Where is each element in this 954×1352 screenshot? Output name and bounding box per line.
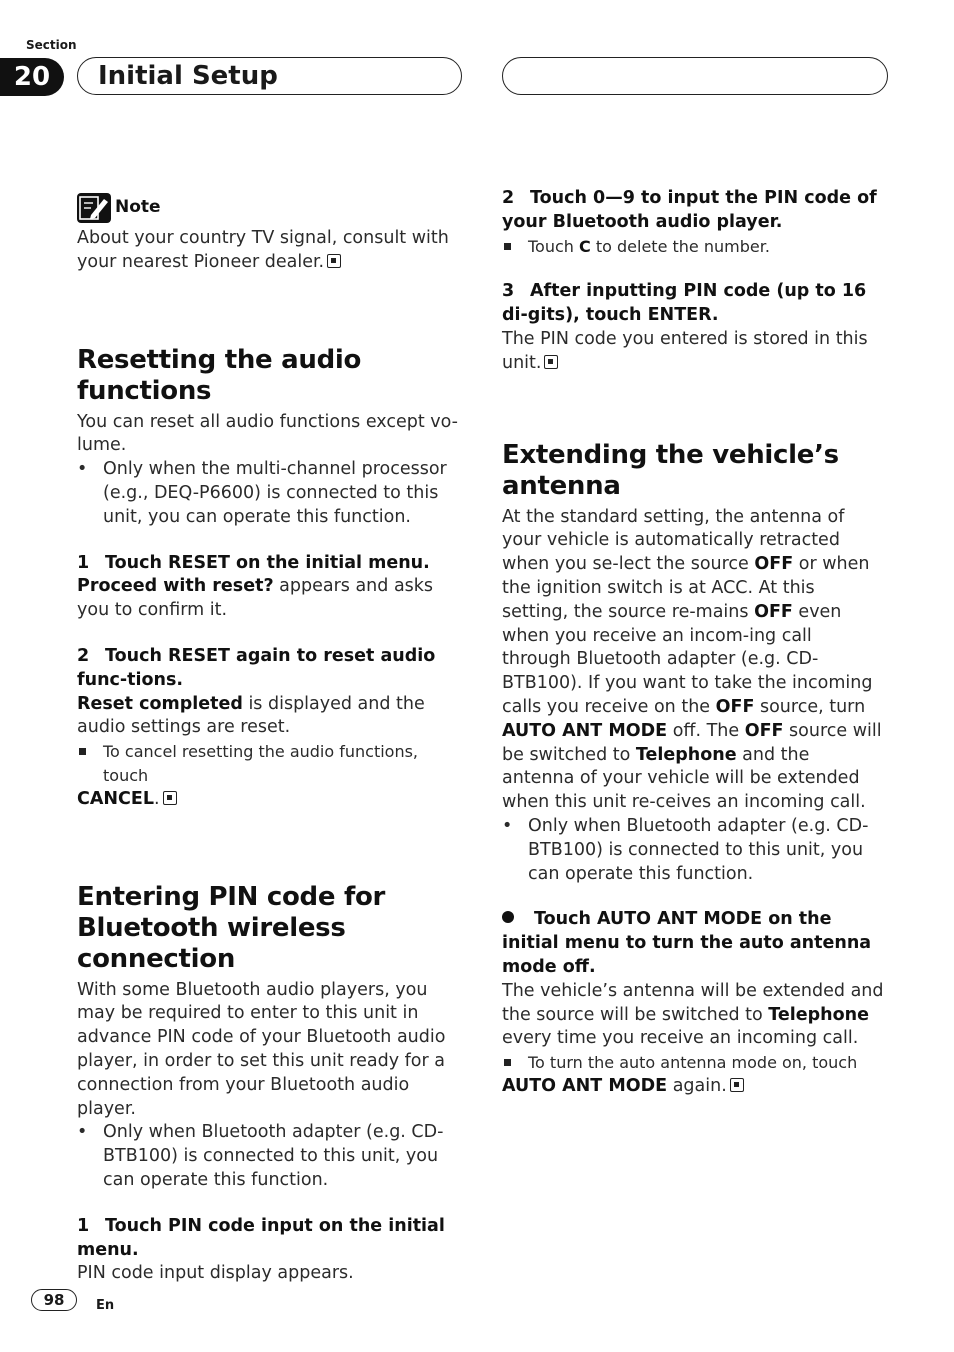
step-dot-icon [502,911,514,923]
reset-heading: Resetting the audio functions [77,344,362,406]
pin-bullet-text: Only when Bluetooth adapter (e.g. CD-BTB100) is connected to this unit, you can operate this function. [103,1122,444,1190]
tip-text: To cancel resetting the audio functions, touch [103,742,419,785]
pin-step-1-text: PIN code input display appears. [77,1263,354,1284]
tip-end: . [153,788,160,809]
end-mark-icon [163,791,177,805]
mode-label: AUTO ANT MODE [502,720,668,741]
antenna-bullet-text: Only when Bluetooth adapter (e.g. CD-BTB100) is connected to this unit, you can operate this function. [528,815,869,884]
text: off. The [667,720,745,741]
square-bullet-icon [504,1059,511,1066]
square-bullet-icon [79,748,86,755]
text: every time you receive an incoming call. [502,1028,859,1049]
text: At the standard setting, the antenna of your vehicle is automatically retracted when you se-lect the source [502,506,845,575]
reset-tip-end [77,788,461,812]
pin-heading: Entering PIN code for Bluetooth wireless connection [77,881,386,974]
header-empty-pill [502,57,888,95]
reset-bullet [77,458,461,529]
bullet-icon: • [77,459,88,480]
step-number: 2 [77,645,90,666]
mode-label: AUTO ANT MODE [502,1075,668,1096]
reset-step-1-text [77,575,461,623]
step-number: 3 [502,281,515,302]
section-title-text: Initial Setup [98,61,278,91]
step-title: Touch RESET again to reset audio func-tions. [77,645,436,690]
pin-bullet [77,1121,461,1192]
text: even when you receive an incom-ing call through Bluetooth adapter (e.g. CD-BTB100). If you want to take the incoming calls you receive on the [502,601,873,717]
antenna-tip-end [502,1075,886,1099]
reset-tip [77,740,461,788]
pin-step-1 [77,1215,461,1263]
end-mark-icon [327,254,341,268]
bullet-icon: • [77,1122,88,1143]
section-number-badge: 20 [0,58,64,96]
reset-step-2-text [77,693,461,741]
antenna-step [502,908,886,979]
pin-intro: With some Bluetooth audio players, you may be required to enter to this unit in advance PIN code of your Bluetooth audio player, in order to set this unit ready for a connection from your Bluetooth audio player. [77,979,446,1119]
step-text: is displayed and the audio settings are reset. [77,693,425,738]
step-number: 2 [502,188,515,208]
antenna-heading: Extending the vehicle’s antenna [502,439,839,501]
language-code: En [96,1298,115,1313]
right-column [502,187,886,1099]
end-mark-icon [730,1078,744,1092]
reset-step-2 [77,645,461,693]
tip-text: Touch [528,236,580,256]
antenna-paragraph [502,506,886,815]
end-mark-icon [544,355,558,369]
step-title: After inputting PIN code (up to 16 di-gits), touch ENTER. [502,281,867,326]
tip-text-end: to delete the number. [590,236,770,256]
step-number: 1 [77,552,90,573]
reset-intro: You can reset all audio functions except vo-lume. [77,411,458,456]
text: The vehicle’s antenna will be extended and the source will be switched to [502,980,884,1025]
step-title: Touch AUTO ANT MODE on the initial menu to turn the auto antenna mode off. [502,909,872,977]
step-text: The PIN code you entered is stored in this unit. [502,328,868,373]
tip-end: again. [667,1075,727,1096]
reset-bullet-text: Only when the multi-channel processor (e.g., DEQ-P6600) is connected to this unit, you can operate this function. [103,459,447,527]
pin-step-3-text [502,328,886,376]
step-title: Touch 0—9 to input the PIN code of your Bluetooth audio player. [502,188,877,232]
prompt-text: Proceed with reset? [77,576,274,597]
pin-step-2 [502,187,886,235]
antenna-bullet [502,815,886,886]
left-column [77,193,461,1286]
bullet-icon: • [502,815,513,836]
step-title: Touch PIN code input on the initial menu. [77,1215,445,1260]
note-text-content: About your country TV signal, consult with your nearest Pioneer dealer. [77,228,449,272]
off-label: OFF [744,720,784,741]
step-number: 1 [77,1215,90,1236]
telephone-label: Telephone [635,744,737,765]
pin-step-3 [502,280,886,328]
note-header [77,193,461,223]
section-label: Section [26,38,77,52]
note-heading: Note [115,197,161,218]
off-label: OFF [715,696,755,717]
reset-step-1 [77,552,461,576]
prompt-text: Reset completed [77,693,243,714]
off-label: OFF [754,601,793,622]
off-label: OFF [754,554,794,575]
square-bullet-icon [504,243,511,250]
page-number: 98 [31,1289,77,1311]
antenna-tip [502,1051,886,1075]
text: source will be switched to [502,720,882,765]
antenna-step-text [502,980,886,1051]
step-text: appears and asks you to confirm it. [77,576,434,621]
step-title: Touch RESET on the initial menu. [105,552,430,573]
pencil-icon [77,193,111,223]
key-label: C [579,236,591,256]
tip-text: To turn the auto antenna mode on, touch [528,1053,858,1073]
text: or when the ignition switch is at ACC. At this setting, the source re-mains [502,554,870,622]
text: source, turn [754,696,866,717]
section-title [77,57,462,95]
telephone-label: Telephone [768,1004,869,1025]
note-text [77,227,461,275]
pin-step-2-tip [502,235,886,259]
text: and the antenna of your vehicle will be extended when this unit re-ceives an incoming call. [502,744,866,813]
cancel-label: CANCEL [77,788,154,809]
